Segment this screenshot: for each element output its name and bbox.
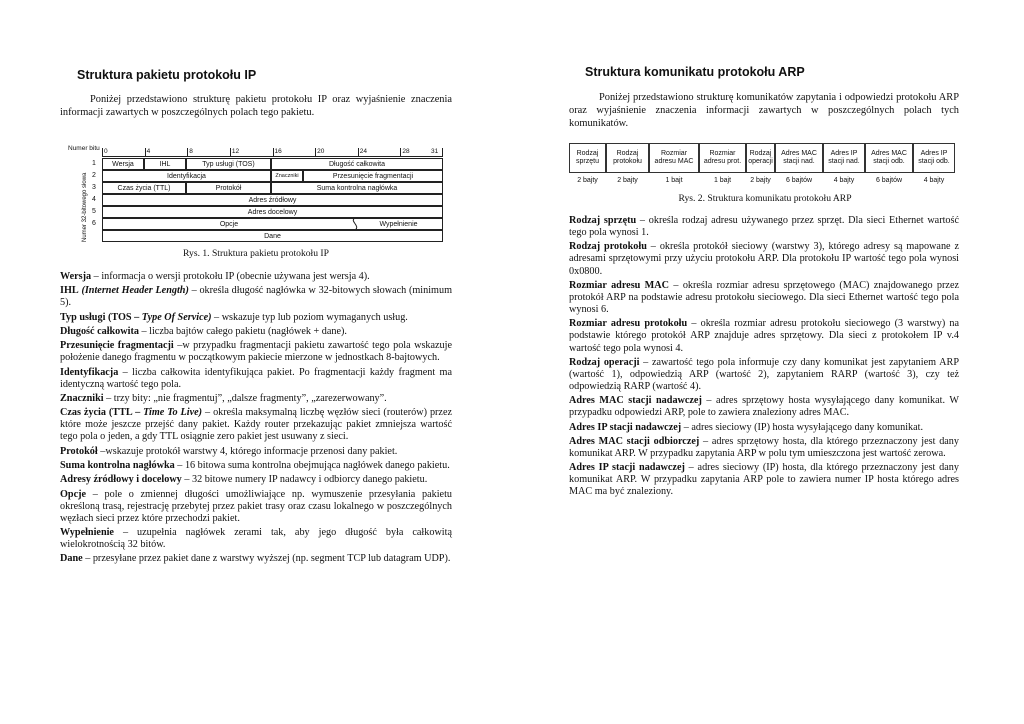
bit-header-label: Numer bitu: [68, 145, 100, 152]
bit-number: 20: [317, 148, 325, 155]
row-number: 4: [92, 196, 96, 203]
definition-item: [569, 357, 959, 393]
definition-text: –wskazuje protokół warstwy 4, którego informacje przenosi dany pakiet.: [97, 445, 398, 457]
definition-term: Adres MAC stacji nadawczej: [569, 395, 702, 407]
arp-field-size: 1 bajt: [665, 177, 683, 184]
arp-field-header: [913, 143, 955, 173]
arp-field-size: 6 bajtów: [875, 177, 903, 184]
definition-term: Opcje: [60, 488, 87, 500]
arp-field-size: 2 bajty: [750, 177, 771, 184]
definition-item: [60, 312, 452, 324]
definition-item: [60, 460, 452, 472]
row-number: 1: [92, 160, 96, 167]
definition-term: Suma kontrolna nagłówka: [60, 460, 175, 471]
arp-field-header: [569, 143, 606, 173]
arp-definitions: [569, 215, 959, 501]
definition-term-expansion: Type Of Service): [139, 311, 212, 323]
definition-item: [569, 395, 959, 419]
definition-text: – określa rozmiar adresu sprzętowego (MAC) znajdowanego przez protokół ARP na podstawie adresu protokołu sieciowego. Dla sieci Ethernet wartość tego pola wynosi 6.: [569, 279, 959, 316]
definition-item: [60, 474, 452, 486]
definition-item: [60, 553, 452, 565]
definition-text: – wskazuje typ lub poziom wymaganych usług.: [211, 311, 408, 323]
arp-field-label: Adres IP stacji nad.: [828, 149, 860, 165]
definition-item: [60, 446, 452, 458]
cell-znaczniki: Znaczniki: [271, 170, 303, 182]
definition-text: – pole o zmiennej długości umożliwiające np. wymuszenie przesyłania pakietu określoną trasą, rejestrację przebytej przez pakiet trasy oraz czasu lokalnego w poszczególnych węzłach sieci przez które przechodzi pakiet.: [60, 488, 452, 524]
definition-term: Rodzaj sprzętu: [569, 215, 637, 226]
definition-item: [60, 489, 452, 525]
definition-text: – uzupełnia nagłówek zerami tak, aby jego długość była całkowitą wielokrotnością 32 bitów.: [60, 527, 452, 551]
definition-term: Wersja: [60, 271, 92, 282]
definition-item: [60, 271, 452, 283]
ip-definitions: [60, 271, 452, 568]
arp-field-size: 1 bajt: [713, 177, 732, 184]
bit-tick: [442, 148, 443, 156]
bit-number: 24: [359, 148, 367, 155]
definition-term-expansion: Time To Live): [140, 407, 203, 419]
definition-text: – liczba całkowita identyfikująca pakiet. Po fragmentacji każdy fragment ma identyczną wartość tego pola.: [60, 366, 452, 390]
definition-term: Rozmiar adresu MAC: [569, 279, 670, 291]
arp-title: Struktura komunikatu protokołu ARP: [585, 65, 805, 79]
definition-text: – przesyłane przez pakiet dane z warstwy wyższej (np. segment TCP lub datagram UDP).: [82, 553, 451, 565]
definition-term: IHL: [60, 285, 79, 297]
ip-caption: Rys. 1. Struktura pakietu protokołu IP: [183, 248, 329, 259]
cell-zrodlowy: Adres źródłowy: [102, 194, 443, 206]
definition-text: –w przypadku fragmentacji pakietu zawartość tego pola wskazuje położenie danego fragmentu w początkowym pakiecie mierzone w jednostkach 8-bajtowych.: [60, 340, 452, 364]
row-number: 5: [92, 208, 96, 215]
arp-field-size: 4 bajty: [923, 177, 945, 184]
bit-number: 16: [274, 148, 282, 155]
definition-term: Adres IP stacji nadawczej: [569, 421, 682, 433]
definition-term: Czas życia (TTL –: [60, 407, 141, 419]
arp-field-header: [775, 143, 823, 173]
arp-field-size: 4 bajty: [833, 177, 855, 184]
arp-field-header: [865, 143, 913, 173]
definition-text: – adres sieciowy (IP) hosta, dla którego przeznaczony jest dany komunikat ARP. W przypadku zapytania ARP pole to zawiera numer IP hosta którego adres MAC ma być znaleziony.: [569, 462, 959, 498]
definition-text: – adres sieciowy (IP) hosta wysyłającego dany komunikat.: [681, 421, 924, 433]
word-axis-label: Numer 32-bitowego słowa: [82, 172, 88, 242]
arp-field-header: [823, 143, 865, 173]
cell-tos: Typ usługi (TOS): [186, 158, 271, 170]
definition-text: – określa protokół sieciowy (warstwy 3), którego adresy są mapowane z adresami sprzętowymi przy użyciu protokołu ARP. Dla protokołu IP wartość tego pola wynosi 0x0800.: [569, 241, 959, 277]
arp-field-label: Adres MAC stacji nad.: [781, 149, 817, 165]
bit-tick: [187, 148, 188, 156]
definition-text: – określa maksymalną liczbę węzłów sieci (routerów) przez które może jeszcze przejść dany pakiet. Każdy router przekazując pakiet zmniejsza wartość tego pola o jeden, a gdy TTL osiągnie zero pakiet jest usuwany z sieci.: [60, 407, 452, 443]
arp-field-label: Rodzaj sprzętu: [576, 149, 599, 165]
definition-term-expansion: (Internet Header Length): [78, 285, 189, 297]
definition-item: [60, 407, 452, 443]
arp-field-label: Rodzaj protokołu: [613, 149, 642, 165]
definition-text: – adres sprzętowy hosta, dla którego przeznaczony jest dany komunikat ARP. W przypadku zapytania ARP w polu tym umieszczona jest wartość zerowa.: [569, 435, 959, 459]
ip-title: Struktura pakietu protokołu IP: [77, 68, 257, 82]
bit-tick: [315, 148, 316, 156]
definition-item: [569, 436, 959, 460]
definition-term: Wypełnienie: [60, 527, 114, 539]
definition-term: Znaczniki: [60, 392, 104, 404]
definition-item: [569, 215, 959, 239]
definition-text: – 16 bitowa suma kontrolna obejmująca nagłówek danego pakietu.: [174, 460, 450, 471]
definition-item: [60, 285, 452, 309]
definition-item: [60, 326, 452, 338]
definition-term: Długość całkowita: [60, 325, 139, 337]
arp-intro: Poniżej przedstawiono strukturę komunikatów zapytania i odpowiedzi protokołu ARP oraz wyjaśnienie znaczenia informacji zawartych w poszczególnych polach tych komunikatów.: [569, 92, 959, 129]
definition-term: Typ usługi (TOS –: [60, 311, 140, 323]
arp-field-size: 2 bajty: [577, 177, 598, 184]
definition-text: – określa długość nagłówka w 32-bitowych słowach (minimum 5).: [60, 285, 452, 309]
definition-item: [569, 241, 959, 277]
definition-item: [60, 367, 452, 391]
bit-number: 0: [104, 148, 108, 155]
cell-wypelnienie: Wypełnienie: [355, 218, 443, 230]
definition-text: – trzy bity: „nie fragmentuj”, „dalsze fragmenty”, „zarezerwowany”.: [103, 392, 387, 404]
definition-item: [569, 422, 959, 434]
definition-term: Rozmiar adresu protokołu: [569, 318, 688, 330]
cell-dlugosc: Długość całkowita: [271, 158, 443, 170]
arp-field-header: [699, 143, 746, 173]
row-number: 2: [92, 172, 96, 179]
cell-identyfikacja: Identyfikacja: [102, 170, 271, 182]
cell-protokol: Protokół: [186, 182, 271, 194]
arp-caption: Rys. 2. Struktura komunikatu protokołu ARP: [678, 193, 852, 204]
ip-intro: Poniżej przedstawiono strukturę pakietu protokołu IP oraz wyjaśnienie znaczenia informacji zawartych w poszczególnych polach tego pakietu.: [60, 94, 452, 118]
bit-tick: [400, 148, 401, 156]
arp-field-label: Adres IP stacji odb.: [918, 149, 950, 165]
arp-field-size: 2 bajty: [617, 177, 638, 184]
arp-field-label: Rodzaj operacji: [748, 149, 773, 165]
bit-number: 12: [231, 148, 240, 155]
bit-number: 4: [146, 148, 151, 155]
definition-term: Przesunięcie fragmentacji: [60, 340, 174, 352]
cell-ihl: IHL: [144, 158, 186, 170]
definition-term: Adres IP stacji nadawczej: [569, 462, 685, 474]
row-number: 6: [92, 220, 96, 227]
definition-text: – zawartość tego pola informuje czy dany komunikat jest zapytaniem ARP (wartość 1), odpowiedzią ARP (wartość 2), zapytaniem RARP (wartość 3), czy też odpowiedzią RARP (wartość 4).: [569, 356, 959, 392]
cell-dane: Dane: [102, 230, 443, 242]
definition-text: – informacja o wersji protokołu IP (obecnie używana jest wersja 4).: [91, 271, 370, 282]
definition-term: Identyfikacja: [60, 366, 119, 378]
definition-text: – liczba bajtów całego pakietu (nagłówek + dane).: [138, 325, 347, 337]
row-number: 3: [92, 184, 96, 191]
definition-item: [60, 393, 452, 405]
bit-tick: [230, 148, 231, 156]
bit-tick: [273, 148, 274, 156]
bit-number: 31: [431, 148, 439, 155]
variable-length-boundary: [349, 218, 361, 230]
bit-number: 8: [189, 148, 193, 155]
definition-item: [569, 280, 959, 316]
definition-item: [569, 318, 959, 354]
arp-field-size: 6 bajtów: [785, 177, 813, 184]
definition-term: Rodzaj operacji: [569, 356, 640, 368]
definition-text: – adres sprzętowy hosta wysyłającego dany komunikat. W przypadku odpowiedzi ARP, pole to zawiera znaleziony adres MAC.: [569, 395, 959, 419]
arp-field-header: [649, 143, 699, 173]
cell-ttl: Czas życia (TTL): [102, 182, 186, 194]
bit-tick: [145, 148, 146, 156]
ip-packet-diagram: [60, 145, 452, 245]
definition-item: [60, 527, 452, 551]
cell-docelowy: Adres docelowy: [102, 206, 443, 218]
definition-term: Rodzaj protokołu: [569, 241, 647, 253]
definition-text: – 32 bitowe numery IP nadawcy i odbiorcy danego pakietu.: [181, 474, 428, 486]
definition-term: Dane: [60, 553, 83, 565]
bit-axis-line: [102, 156, 443, 157]
definition-term: Adres MAC stacji odbiorczej: [569, 435, 700, 447]
definition-item: [60, 340, 452, 364]
cell-suma: Suma kontrolna nagłówka: [271, 182, 443, 194]
arp-field-label: Rozmiar adresu prot.: [703, 149, 742, 165]
arp-field-header: [606, 143, 649, 173]
cell-wersja: Wersja: [102, 158, 144, 170]
cell-opcje: Opcje: [102, 218, 355, 230]
bit-tick: [358, 148, 359, 156]
definition-term: Protokół: [60, 445, 98, 457]
definition-text: – określa rozmiar adresu protokołu sieciowego (3 warstwy) na podstawie którego protokół ARP znajduje adres sprzętowy. Dla sieci z protokołem IP v.4 wartość tego pola wynosi 4.: [569, 318, 960, 354]
arp-field-header: [746, 143, 775, 173]
definition-term: Adresy źródłowy i docelowy: [60, 474, 182, 486]
definition-item: [569, 462, 959, 498]
arp-field-label: Rozmiar adresu MAC: [654, 149, 694, 165]
bit-number: 28: [402, 148, 410, 155]
definition-text: – określa rodzaj adresu używanego przez sprzęt. Dla sieci Ethernet wartość tego pola wynosi 1.: [569, 215, 959, 239]
bit-tick: [102, 148, 103, 156]
arp-field-label: Adres MAC stacji odb.: [871, 149, 907, 165]
cell-przesuniecie: Przesunięcie fragmentacji: [303, 170, 443, 182]
